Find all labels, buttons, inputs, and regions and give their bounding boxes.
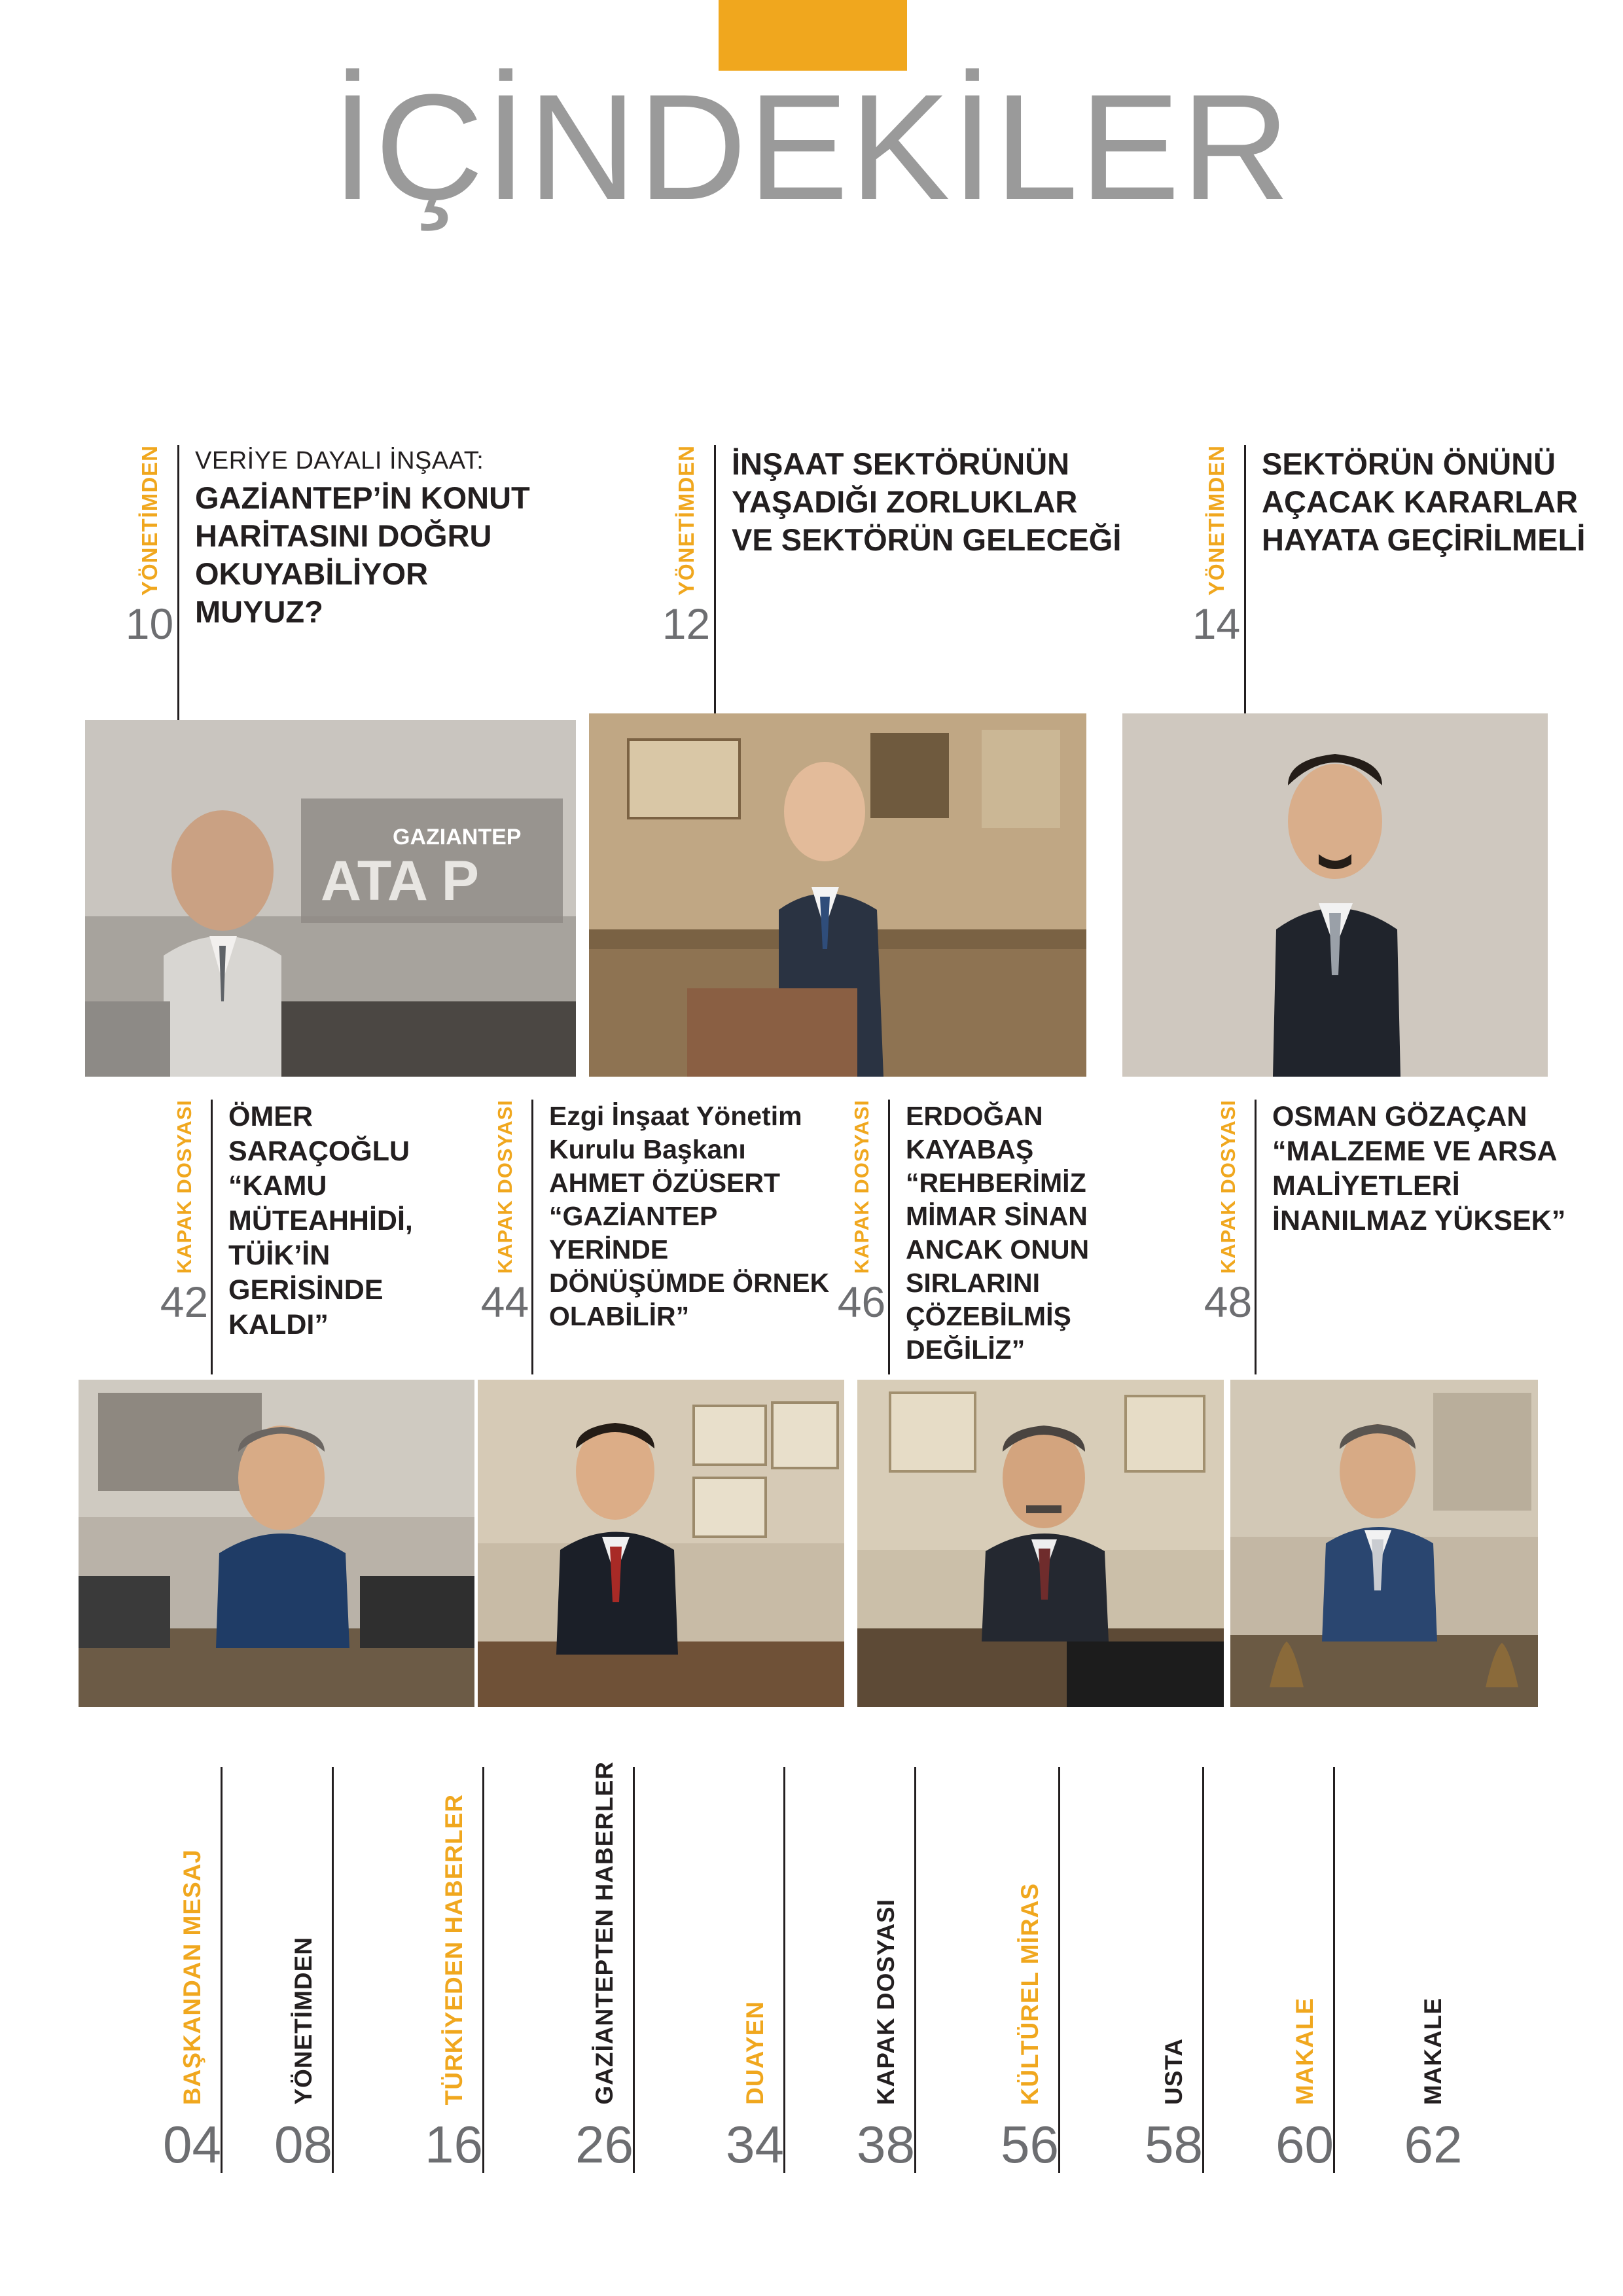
page-title: İÇİNDEKİLER [331,63,1292,231]
toc-photo-14 [1122,713,1548,1077]
toc-category-label: KAPAK DOSYASI [493,1100,516,1274]
toc-title: İNŞAAT SEKTÖRÜNÜN YAŞADIĞI ZORLUKLAR VE SEKTÖRÜN GELECEĞİ [732,446,1122,557]
index-page: 04 [163,2115,221,2174]
toc-title: GAZİANTEP’İN KONUT HARİTASINI DOĞRU OKUYABİLİYOR MUYUZ? [195,480,530,629]
index-label: MAKALE [1291,1997,1318,2105]
toc-page-number: 10 [125,600,174,649]
toc-category-label: KAPAK DOSYASI [849,1100,873,1274]
toc-category-label: KAPAK DOSYASI [172,1100,196,1274]
index-label: YÖNETİMDEN [289,1937,317,2105]
toc-entry-12[interactable] [662,445,1126,720]
toc-page-number: 48 [1204,1278,1253,1327]
toc-title: SEKTÖRÜN ÖNÜNÜ AÇACAK KARARLAR HAYATA GEÇİRİLMELİ [1262,446,1586,557]
toc-entry-42[interactable] [160,1100,481,1374]
index-page: 60 [1275,2115,1334,2174]
index-item-58[interactable] [1145,1767,1204,2174]
toc-page-number: 44 [480,1278,529,1327]
svg-text:GAZIANTEP: GAZIANTEP [393,825,522,850]
toc-title: Ezgi İnşaat Yönetim Kurulu Başkanı AHMET ÖZÜSERT “GAZİANTEP YERİNDE DÖNÜŞÜMDE ÖRNEK OLABİLİR” [549,1101,830,1331]
index-label: BAŞKANDAN MESAJ [178,1848,205,2105]
index-page: 34 [726,2115,784,2174]
index-item-08[interactable] [274,1767,334,2174]
index-page: 08 [274,2115,332,2174]
toc-subtitle: VERİYE DAYALI İNŞAAT: [195,447,484,475]
index-page: 58 [1145,2115,1203,2174]
toc-entry-10[interactable] [125,445,550,720]
index-item-62[interactable] [1404,1767,1463,2174]
index-page: 56 [1001,2115,1059,2174]
toc-page-number: 46 [837,1278,886,1327]
toc-page-number: 14 [1192,600,1241,649]
toc-photo-46 [857,1380,1224,1707]
toc-category-label: YÖNETİMDEN [1204,445,1228,596]
index-item-04[interactable] [163,1767,223,2174]
toc-category-label: YÖNETİMDEN [673,445,698,596]
toc-entry-46[interactable] [837,1100,1171,1374]
index-label: GAZİANTEPTEN HABERLER [590,1761,618,2105]
toc-photo-44 [478,1380,844,1707]
svg-text:ATA P: ATA P [321,850,480,912]
toc-entry-48[interactable] [1204,1100,1577,1374]
index-item-26[interactable] [575,1761,635,2174]
index-page: 16 [425,2115,483,2174]
toc-category-label: YÖNETİMDEN [137,445,162,596]
index-item-16[interactable] [425,1767,484,2174]
toc-photo-12 [589,713,1086,1077]
toc-title: ÖMER SARAÇOĞLU “KAMU MÜTEAHHİDİ, TÜİK’İN GERİSİNDE KALDI” [228,1101,413,1340]
header-accent-bar [719,0,907,71]
toc-photo-10 [85,720,576,1077]
index-item-60[interactable] [1275,1767,1335,2174]
toc-category-label: KAPAK DOSYASI [1216,1100,1240,1274]
bottom-index [0,1761,1623,2174]
index-label: KAPAK DOSYASI [872,1898,899,2105]
toc-page-number: 42 [160,1278,209,1327]
index-page: 26 [575,2115,633,2174]
index-label: TÜRKİYEDEN HABERLER [440,1793,467,2105]
toc-title: ERDOĞAN KAYABAŞ “REHBERİMİZ MİMAR SİNAN ANCAK ONUN SIRLARINI ÇÖZEBİLMİŞ DEĞİLİZ” [906,1101,1090,1365]
toc-photo-48 [1230,1380,1538,1707]
index-page: 62 [1404,2115,1463,2174]
index-label: KÜLTÜREL MİRAS [1016,1882,1043,2105]
index-label: DUAYEN [741,2001,768,2105]
toc-entry-14[interactable] [1192,445,1623,720]
index-item-34[interactable] [726,1767,785,2174]
toc-photo-42 [79,1380,474,1707]
index-item-38[interactable] [857,1767,916,2174]
index-page: 38 [857,2115,915,2174]
index-item-56[interactable] [1001,1767,1060,2174]
toc-entry-44[interactable] [480,1100,834,1374]
toc-page-number: 12 [662,600,711,649]
toc-title: OSMAN GÖZAÇAN “MALZEME VE ARSA MALİYETLERİ İNANILMAZ YÜKSEK” [1272,1101,1566,1236]
index-label: MAKALE [1419,1997,1446,2105]
index-label: USTA [1160,2038,1187,2105]
